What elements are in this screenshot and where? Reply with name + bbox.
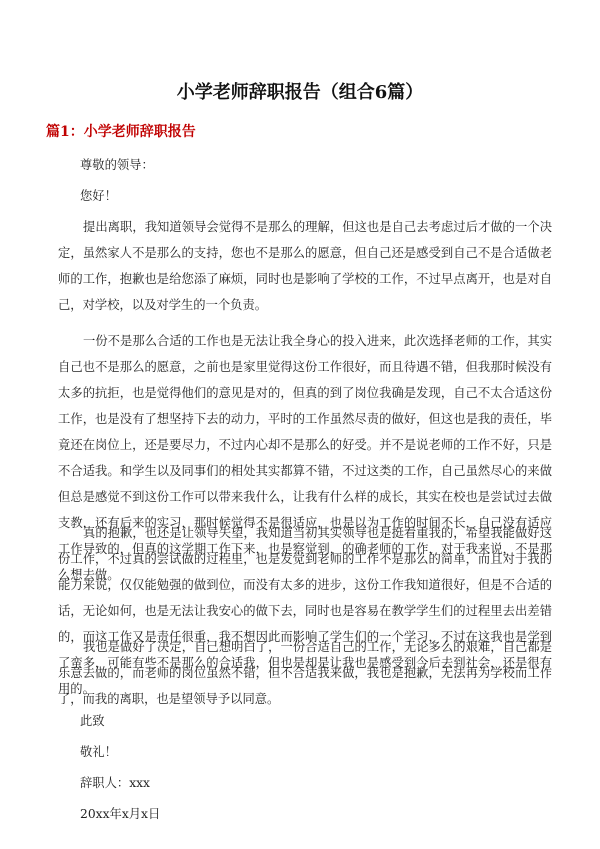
signature: 辞职人：xxx <box>80 776 150 790</box>
paragraph: 提出离职，我知道领导会觉得不是那么的理解，但这也是自己去考虑过后才做的一个决定，虽然家人不是那么的支持，您也不是那么的愿意，但自己还是感受到自己不是合适做老师的工作，抱歉也是给您添了麻烦，同时也是影响了学校的工作，不过早点离开，也是对自己，对学校，以及对学生的一个负责。 <box>58 220 552 312</box>
section-heading: 篇1：小学老师辞职报告 <box>46 124 196 140</box>
document-title: 小学老师辞职报告（组合6篇） <box>176 82 424 103</box>
paragraph: 真的抱歉，也还是让领导失望，我知道当初其实领导也是挺看重我的，希望我能做好这份工作，不过真的尝试做的过程里，也是发觉到老师的工作不是那么的简单，而且对于我的能力来说，仅仅能勉强的做到位，而没有太多的进步，这份工作我知道很好，但是不合适的话，无论如何，也是无法让我安心的做下去，同时也是容易在教学学生们的过程里去出差错的，而这工作又是责任很重，我不想因此而影响了学生们的一个学习，不过在这我也是学到了蛮多，可能有些不是那么的合适我，但也是却是让我也是感受到今后去到社会，还是很有用的。 <box>58 526 552 696</box>
closing-regards: 敬礼！ <box>80 745 117 759</box>
paragraph: 一份不是那么合适的工作也是无法让我全身心的投入进来，此次选择老师的工作，其实自己也不是那么的愿意，之前也是家里觉得这份工作很好，而且待遇不错，但我那时候没有太多的抗拒，也是觉得他们的意见是对的，但真的到了岗位我确是发现，自己不太合适这份工作，也是没有了想坚持下去的动力，平时的工作虽然尽责的做好，但这也是我的责任，毕竟还在岗位上，还是要尽力，不过内心却不是那么的好受。并不是说老师的工作不好，只是不合适我。和学生以及同事们的相处其实都算不错，不过这类的工作，自己虽然尽心的来做但总是感觉不到这份工作可以带来我什么，让我有什么样的成长，其实在校也是尝试过去做支教，还有后来的实习，那时候觉得不是很适应，也是以为工作的时间不长，自己没有适应工作导致的，但真的这学期工作下来，也是察觉到，的确老师的工作，对于我来说，不是那么想去做。 <box>58 334 552 582</box>
closing-line: 此致 <box>80 714 105 728</box>
greeting: 您好！ <box>80 189 117 203</box>
date: 20xx年x月x日 <box>80 807 161 821</box>
paragraph: 我也是做好了决定，自己想明白了，一份合适自己的工作，无论多么的艰难，自己都是乐意去做的，而老师的岗位虽然不错，但不合适我来做，我也是抱歉，无法再为学校而工作了，而我的离职，也是望领导予以同意。 <box>58 640 552 706</box>
salutation: 尊敬的领导： <box>80 158 154 172</box>
